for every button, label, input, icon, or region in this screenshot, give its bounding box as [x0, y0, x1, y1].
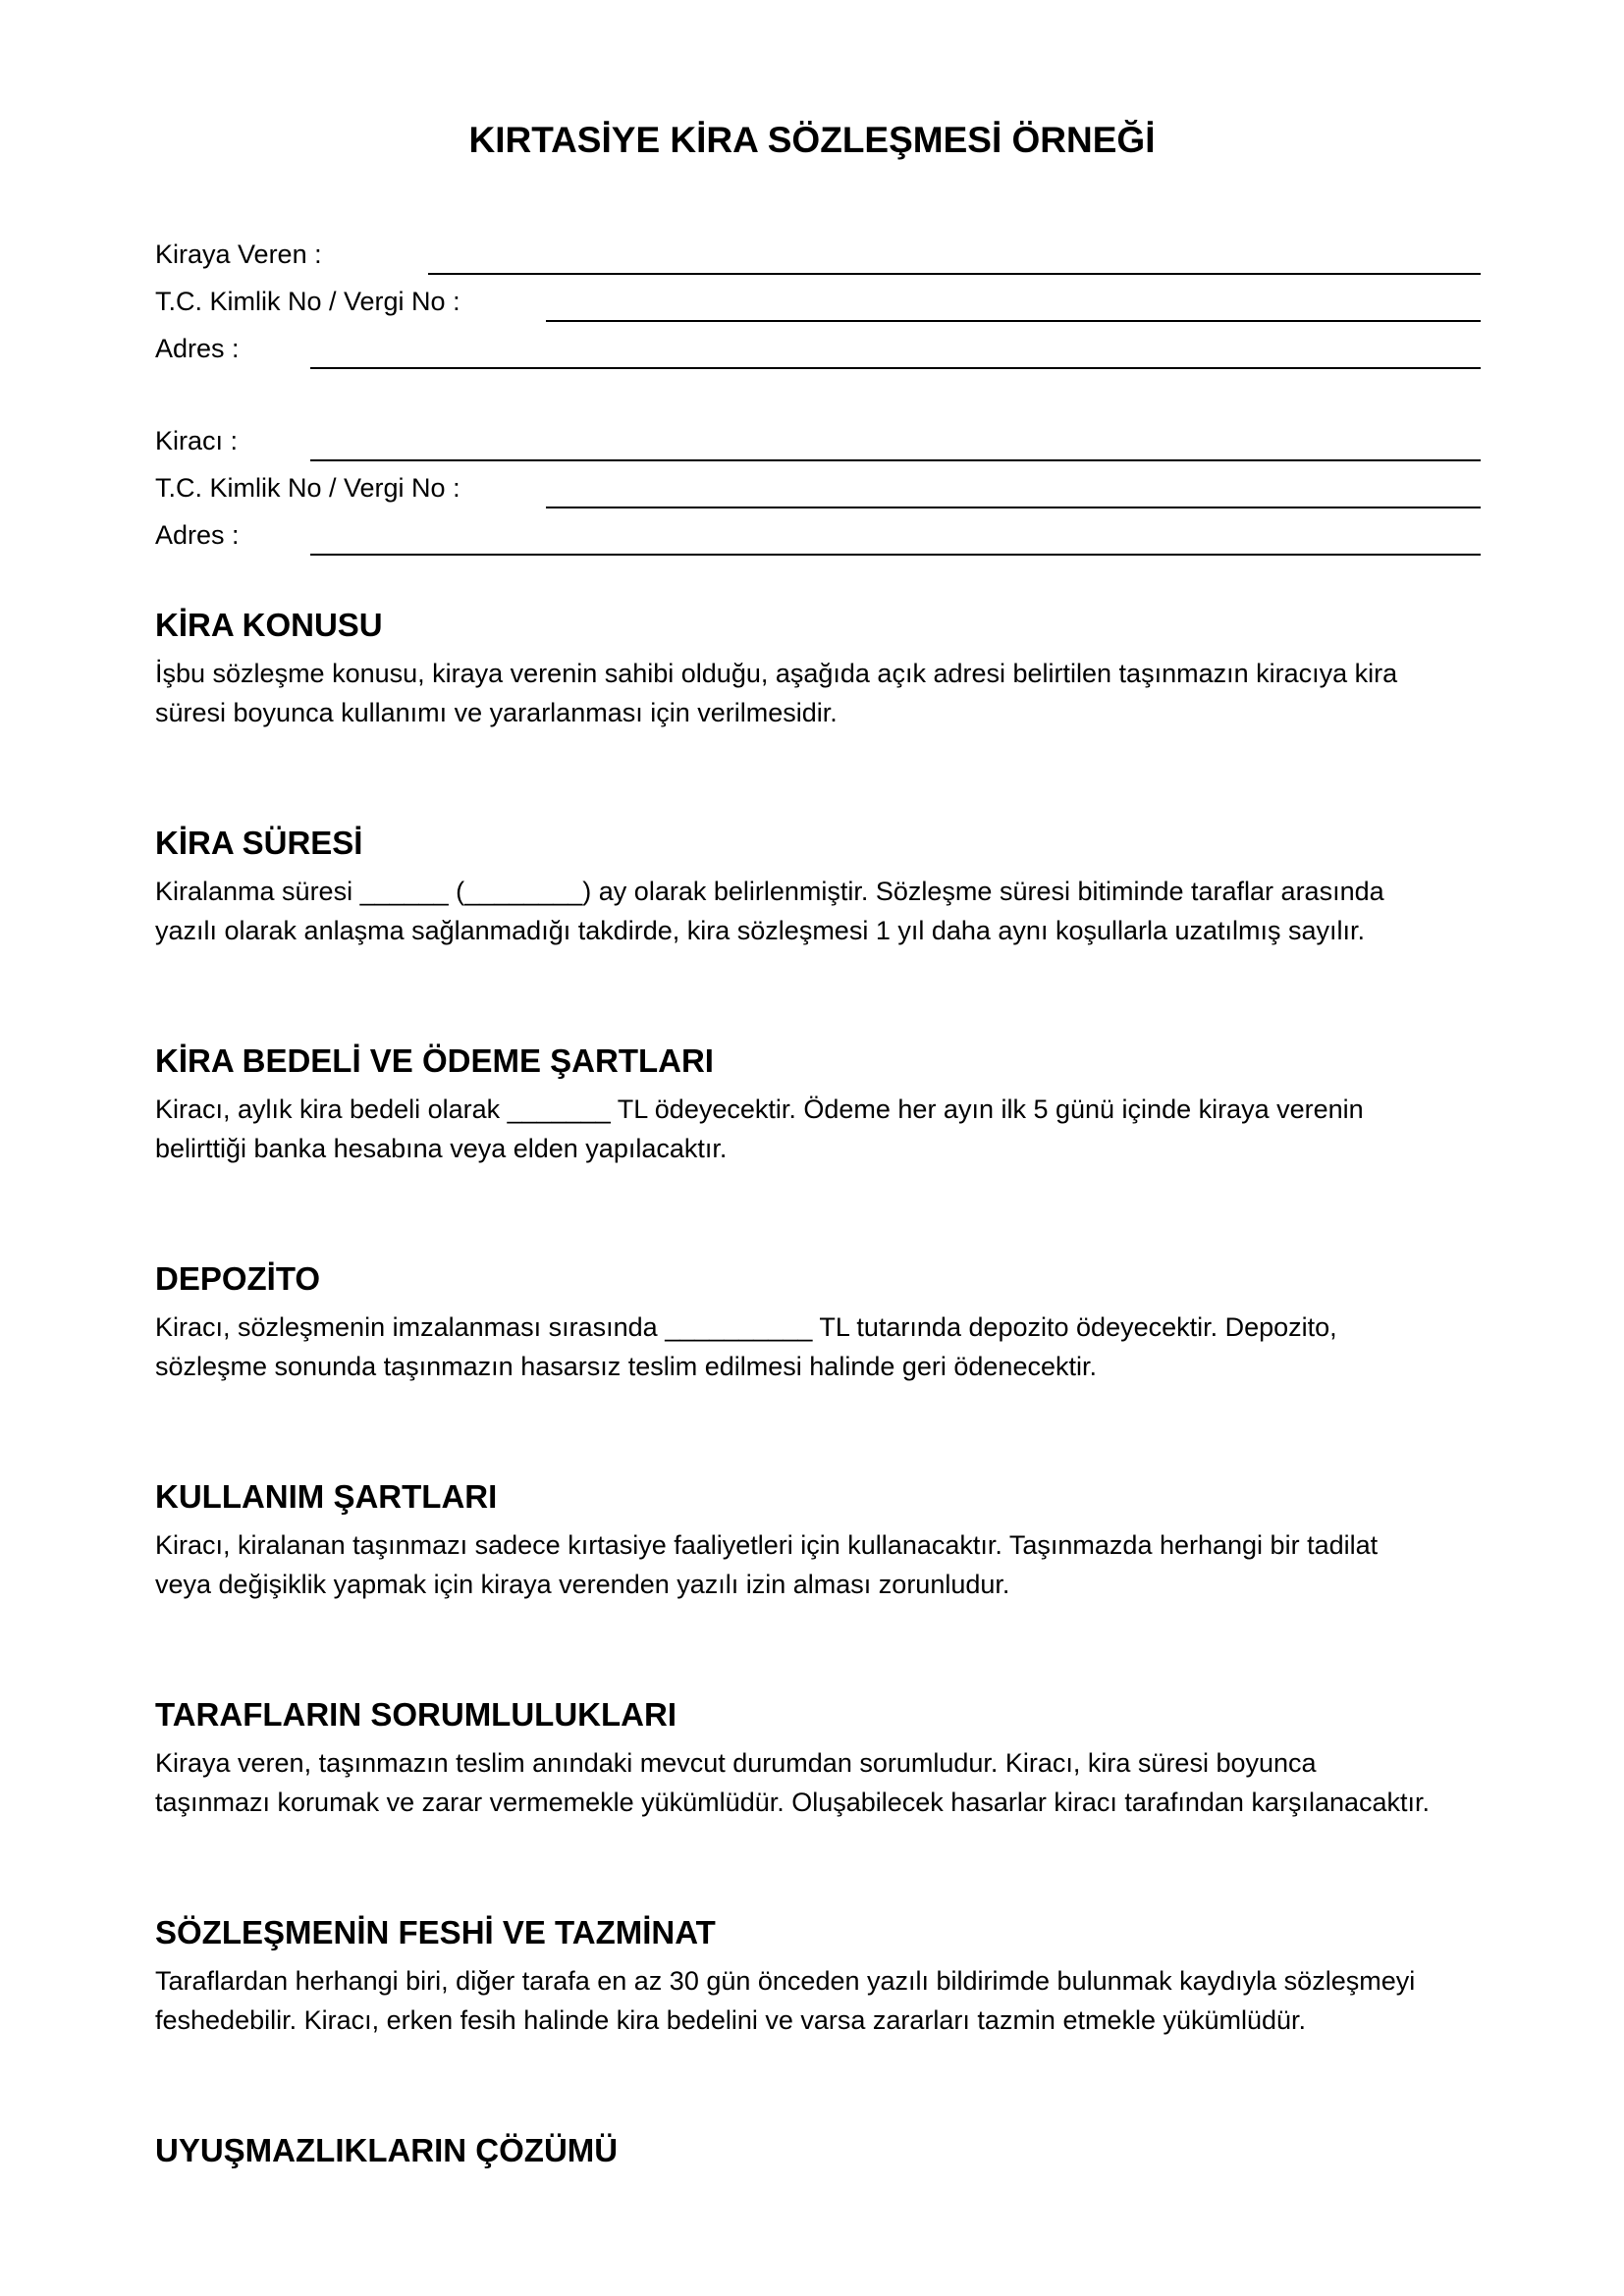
- landlord-name-label: Kiraya Veren :: [155, 240, 322, 269]
- section-heading: KULLANIM ŞARTLARI: [155, 1478, 498, 1515]
- section-heading: DEPOZİTO: [155, 1260, 321, 1297]
- section-heading: KİRA KONUSU: [155, 607, 383, 643]
- section-body: [155, 1090, 1490, 1168]
- section-heading: UYUŞMAZLIKLARIN ÇÖZÜMÜ: [155, 2132, 619, 2168]
- section-line: Kiracı, aylık kira bedeli olarak _______ TL ödeyecektir. Ödeme her ayın ilk 5 günü içinde kiraya verenin: [155, 1095, 1364, 1124]
- section-line: süresi boyunca kullanımı ve yararlanması için verilmesidir.: [155, 698, 838, 727]
- landlord-address-field: [155, 330, 1481, 369]
- section-heading: SÖZLEŞMENİN FESHİ VE TAZMİNAT: [155, 1914, 716, 1950]
- landlord-id-blank[interactable]: [546, 320, 1481, 322]
- section-depozito: [155, 1258, 1490, 1386]
- section-line: Kiracı, kiralanan taşınmazı sadece kırtasiye faaliyetleri için kullanacaktır. Taşınmazda herhangi bir tadilat: [155, 1530, 1379, 1560]
- section-line: taşınmazı korumak ve zarar vermemekle yükümlüdür. Oluşabilecek hasarlar kiracı tarafından karşılanacaktır.: [155, 1788, 1431, 1817]
- section-sozlesmenin-feshi: [155, 1912, 1490, 2040]
- section-kira-suresi: [155, 823, 1490, 950]
- section-line: feshedebilir. Kiracı, erken fesih halinde kira bedelini ve varsa zararları tazmin etmekle yükümlüdür.: [155, 2005, 1307, 2035]
- landlord-name-blank[interactable]: [428, 273, 1481, 275]
- tenant-address-field: [155, 516, 1481, 556]
- section-uyusmazliklarin-cozumu: [155, 2130, 1490, 2171]
- section-line: Taraflardan herhangi biri, diğer tarafa en az 30 gün önceden yazılı bildirimde bulunmak kaydıyla sözleşmeyi: [155, 1966, 1416, 1996]
- section-line: Kiraya veren, taşınmazın teslim anındaki mevcut durumdan sorumludur. Kiracı, kira süresi boyunca: [155, 1748, 1317, 1778]
- section-body: [155, 654, 1490, 732]
- tenant-id-field: [155, 469, 1481, 508]
- section-heading: KİRA BEDELİ VE ÖDEME ŞARTLARI: [155, 1042, 714, 1079]
- section-body: [155, 1525, 1490, 1604]
- section-kira-bedeli: [155, 1041, 1490, 1168]
- landlord-id-label: T.C. Kimlik No / Vergi No :: [155, 287, 460, 316]
- section-line: Kiralanma süresi ______ (________) ay olarak belirlenmiştir. Sözleşme süresi bitiminde taraflar arasında: [155, 877, 1384, 906]
- section-body: [155, 1308, 1490, 1386]
- section-line: yazılı olarak anlaşma sağlanmadığı takdirde, kira sözleşmesi 1 yıl daha aynı koşullarla uzatılmış sayılır.: [155, 916, 1366, 945]
- section-taraflarin-sorumluluklari: [155, 1694, 1490, 1822]
- landlord-address-label: Adres :: [155, 334, 240, 363]
- section-body: [155, 1961, 1490, 2040]
- tenant-name-blank[interactable]: [310, 459, 1481, 461]
- section-kullanim-sartlari: [155, 1476, 1490, 1604]
- section-line: İşbu sözleşme konusu, kiraya verenin sahibi olduğu, aşağıda açık adresi belirtilen taşınmazın kiracıya kira: [155, 659, 1398, 688]
- landlord-name-field: [155, 236, 1481, 275]
- landlord-address-blank[interactable]: [310, 367, 1481, 369]
- section-line: veya değişiklik yapmak için kiraya verenden yazılı izin alması zorunludur.: [155, 1570, 1010, 1599]
- tenant-name-field: [155, 422, 1481, 461]
- section-kira-konusu: [155, 605, 1490, 732]
- section-body: [155, 1743, 1490, 1822]
- section-heading: TARAFLARIN SORUMLULUKLARI: [155, 1696, 677, 1733]
- section-line: belirttiği banka hesabına veya elden yapılacaktır.: [155, 1134, 728, 1163]
- document-title: KIRTASİYE KİRA SÖZLEŞMESİ ÖRNEĞİ: [468, 120, 1156, 160]
- tenant-address-blank[interactable]: [310, 554, 1481, 556]
- tenant-address-label: Adres :: [155, 520, 240, 550]
- section-body: [155, 872, 1490, 950]
- tenant-id-label: T.C. Kimlik No / Vergi No :: [155, 473, 460, 503]
- section-heading: KİRA SÜRESİ: [155, 825, 363, 861]
- tenant-name-label: Kiracı :: [155, 426, 239, 455]
- section-line: sözleşme sonunda taşınmazın hasarsız teslim edilmesi halinde geri ödenecektir.: [155, 1352, 1097, 1381]
- landlord-id-field: [155, 283, 1481, 322]
- section-line: Kiracı, sözleşmenin imzalanması sırasında __________ TL tutarında depozito ödeyecektir. Depozito,: [155, 1312, 1337, 1342]
- tenant-id-blank[interactable]: [546, 507, 1481, 508]
